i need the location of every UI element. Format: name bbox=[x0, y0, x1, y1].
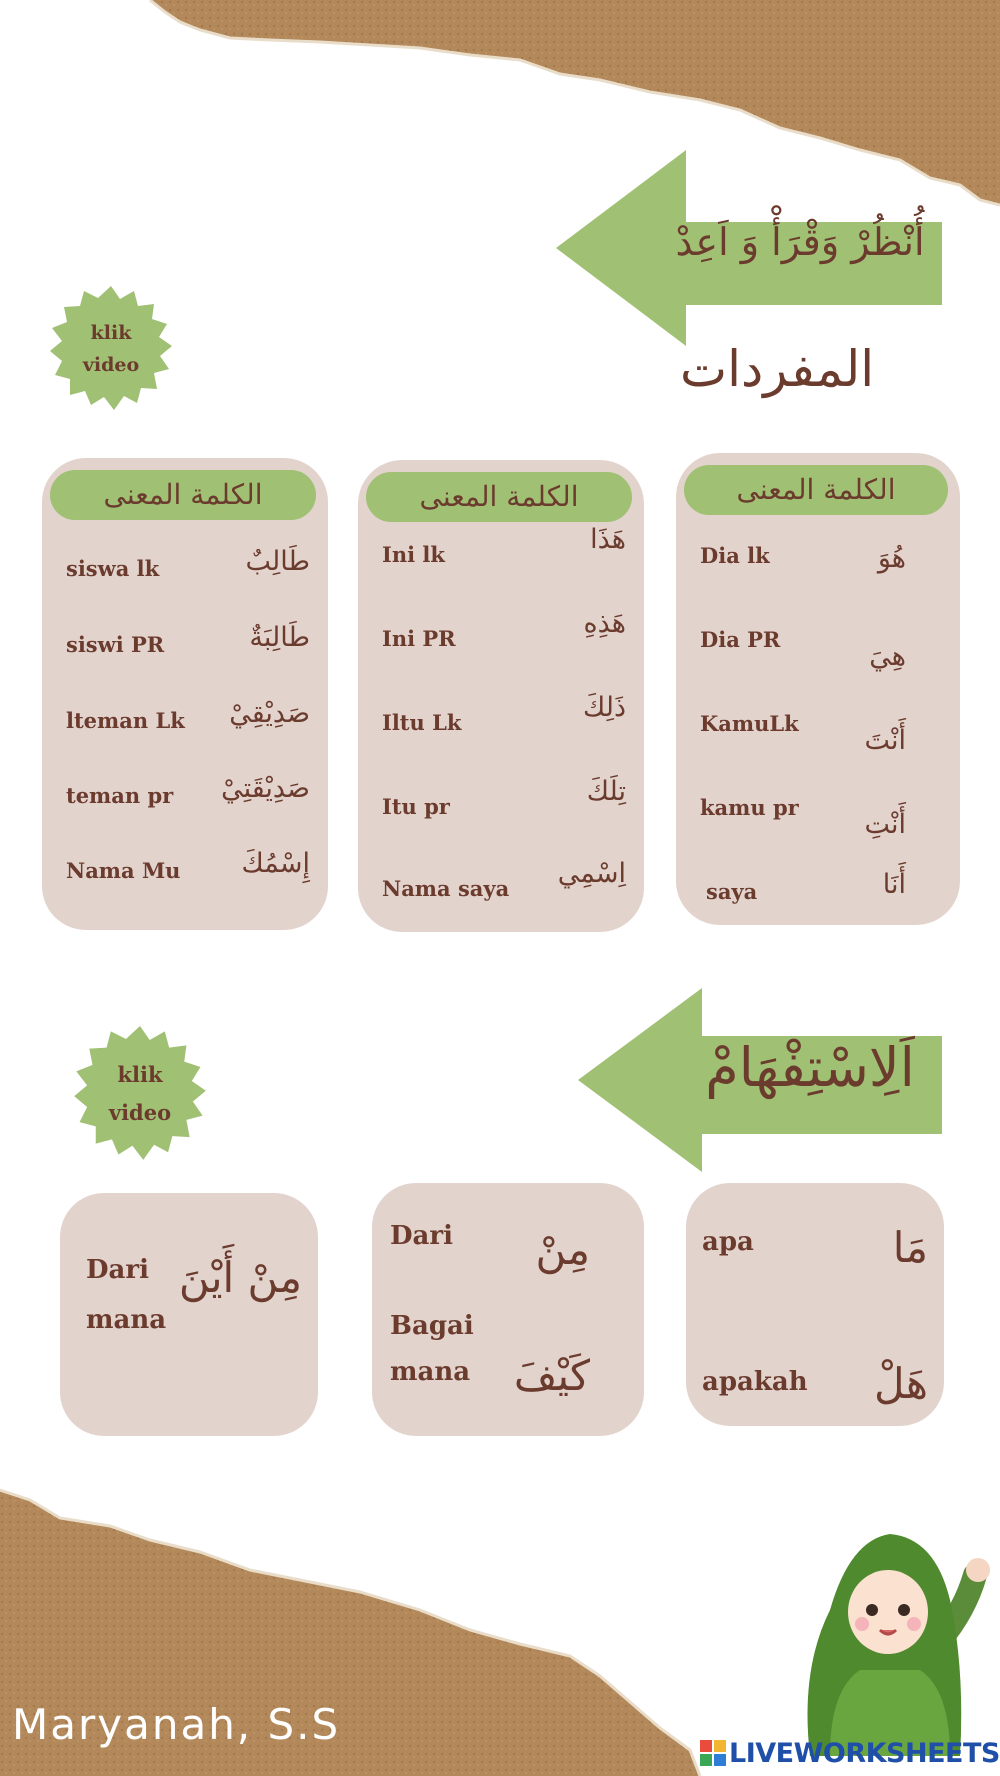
arabic-word: مِنْ bbox=[535, 1225, 590, 1274]
arabic-word: ذَلِكَ bbox=[582, 692, 626, 723]
arabic-word: مِنْ أَيْنَ bbox=[178, 1253, 302, 1302]
meaning-text: Dia PR bbox=[700, 627, 781, 652]
klik-video-badge-2[interactable] bbox=[72, 1026, 208, 1162]
badge-line-1: klik bbox=[90, 322, 132, 344]
istifham-title: اَلِاسْتِفْهَامْ bbox=[705, 1036, 915, 1099]
card-header: الكلمة المعنى bbox=[684, 465, 948, 515]
brand-text: LIVEWORKSHEETS bbox=[729, 1737, 1000, 1769]
author-name: Maryanah, S.S bbox=[12, 1700, 341, 1749]
meaning-text: mana bbox=[86, 1305, 167, 1335]
meaning-text: kamu pr bbox=[700, 795, 799, 820]
meaning-text: Ini lk bbox=[382, 542, 445, 567]
arabic-word: طَالِبَةٌ bbox=[249, 622, 310, 653]
list-item bbox=[382, 608, 626, 656]
badge-line-1: klik bbox=[117, 1062, 163, 1087]
meaning-text: Nama Mu bbox=[66, 858, 181, 883]
vocab-card-right bbox=[676, 453, 960, 925]
istifham-card-left bbox=[60, 1193, 318, 1436]
meaning-text: Nama saya bbox=[382, 876, 510, 901]
meaning-text: Dari bbox=[86, 1255, 149, 1285]
list-item bbox=[700, 865, 942, 913]
badge-line-2: video bbox=[108, 1100, 172, 1125]
arabic-word: كَيْفَ bbox=[513, 1351, 590, 1400]
vocab-card-left bbox=[42, 458, 328, 930]
list-item bbox=[382, 776, 626, 824]
liveworksheets-logo[interactable] bbox=[700, 1736, 1000, 1770]
card-header: الكلمة المعنى bbox=[366, 472, 632, 522]
meaning-text: Bagai bbox=[390, 1311, 474, 1341]
meaning-text: mana bbox=[390, 1357, 471, 1387]
card-header: الكلمة المعنى bbox=[50, 470, 316, 520]
arabic-word: تِلَكَ bbox=[586, 776, 626, 807]
liveworksheets-icon bbox=[700, 1740, 726, 1766]
arabic-word: هِيَ bbox=[869, 641, 906, 672]
arabic-word: صَدِيْقِيْ bbox=[229, 698, 310, 729]
badge-line-2: video bbox=[82, 354, 140, 376]
arabic-word: اِسْمِي bbox=[557, 858, 626, 889]
meaning-text: Iltu Lk bbox=[382, 710, 462, 735]
meaning-text: siswa lk bbox=[66, 556, 160, 581]
list-item bbox=[66, 546, 310, 594]
arabic-word: هُوَ bbox=[877, 543, 906, 574]
arabic-word: أَنْتَ bbox=[864, 725, 906, 756]
klik-video-badge-1[interactable] bbox=[48, 286, 174, 412]
list-item bbox=[66, 848, 310, 896]
list-item bbox=[382, 858, 626, 906]
meaning-text: Ini PR bbox=[382, 626, 456, 651]
istifham-card-right bbox=[686, 1183, 944, 1426]
meaning-text: teman pr bbox=[66, 783, 174, 808]
arabic-word: طَالِبٌ bbox=[245, 546, 310, 577]
list-item bbox=[700, 785, 942, 840]
girl-hijab-illustration bbox=[790, 1520, 1000, 1756]
meaning-text: Dari bbox=[390, 1221, 453, 1251]
arabic-word: مَا bbox=[892, 1223, 928, 1272]
arabic-word: هَذَا bbox=[590, 524, 626, 555]
meaning-text: Itu pr bbox=[382, 794, 450, 819]
meaning-text: saya bbox=[706, 879, 758, 904]
istifham-card-middle bbox=[372, 1183, 644, 1436]
vocab-card-middle bbox=[358, 460, 644, 932]
list-item bbox=[700, 533, 942, 581]
instruction-text: أُنْظُرْ وَقْرَأْ وَ اَعِدْ bbox=[675, 220, 925, 264]
arabic-word: أَنْتِ bbox=[864, 809, 906, 840]
arabic-word: إِسْمُكَ bbox=[241, 848, 310, 879]
list-item bbox=[66, 773, 310, 821]
meaning-text: apa bbox=[702, 1227, 754, 1257]
list-item bbox=[382, 524, 626, 572]
mufradat-title: المفردات bbox=[680, 340, 875, 398]
list-item bbox=[66, 698, 310, 746]
arabic-word: صَدِيْقَتِيْ bbox=[221, 773, 310, 804]
list-item bbox=[700, 701, 942, 756]
meaning-text: Dia lk bbox=[700, 543, 770, 568]
list-item bbox=[66, 622, 310, 670]
arabic-word: أَنَا bbox=[882, 869, 906, 900]
meaning-text: apakah bbox=[702, 1367, 808, 1397]
meaning-text: siswi PR bbox=[66, 632, 165, 657]
arabic-word: هَلْ bbox=[874, 1359, 928, 1408]
meaning-text: lteman Lk bbox=[66, 708, 185, 733]
arabic-word: هَذِهِ bbox=[583, 608, 626, 639]
list-item bbox=[382, 692, 626, 740]
meaning-text: KamuLk bbox=[700, 711, 799, 736]
list-item bbox=[700, 617, 942, 672]
